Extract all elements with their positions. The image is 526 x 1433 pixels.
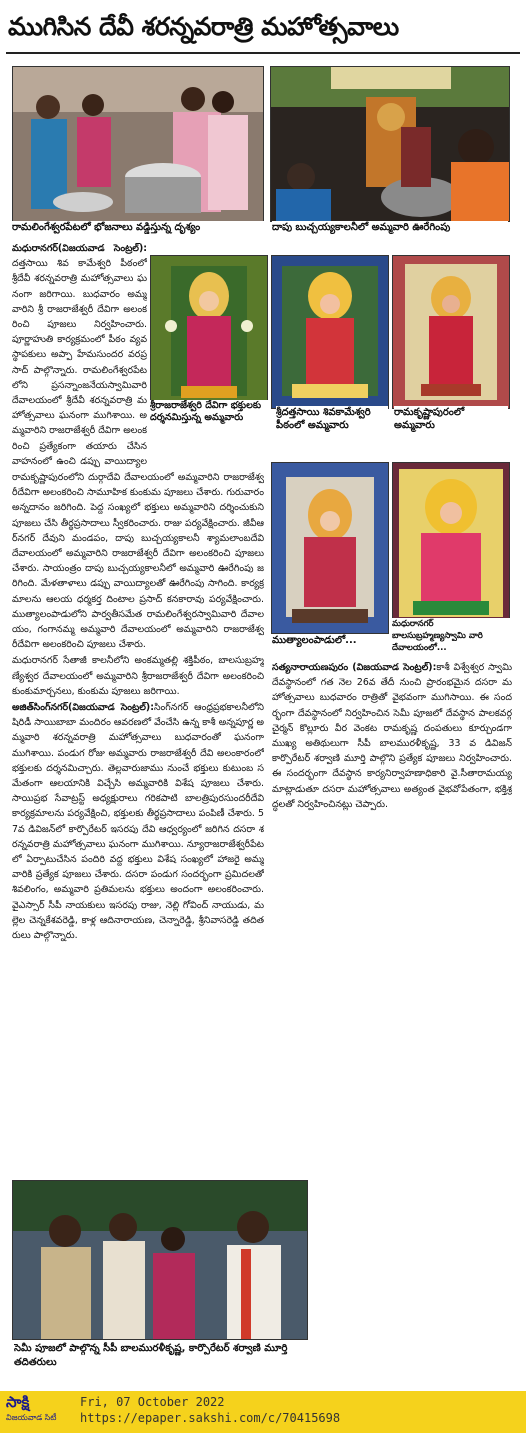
article-para1-lead: మధురానగర్(విజయవాడ సెంట్రల్): [12,243,147,254]
photo-rajarajeswari-caption: శ్రీరాజరాజేశ్వరి దేవిగా భక్తులకు దర్శనమిస్తున్న అమ్మవారు [150,400,268,424]
photo-dattasai-peetham-caption: శ్రీదత్తసాయి శివకామేశ్వరి పీఠంలో అమ్మవారు [276,406,388,432]
photo-dattasai-peetham [271,255,389,409]
article-para3: మధురానగర్ సేతాజీ కాలనీలోని అంకమ్మతల్లి శక్తిపీఠం, బాలసుబ్రహ్మణ్యేశ్వర దేవాలయంలో అమ్మవారిని శ్రీరాజరాజేశ్వరీ దేవిగా అలంకరించి కుంకుమార్చనలు, కుంకుమ పూజలు జరిగాయి. [12,655,264,697]
article-para4: సింగ్‌నగర్ ఆంధ్రప్రభకాలనీలోని షిరిడీ సాయిబాబా మందిరం ఆవరణలో వేంచేసి ఉన్న కాశీ అన్నపూర్ణ అమ్మవారి శరన్నవరాత్రి మహోత్సవాలు బుధవారంతో ఘనంగా ముగిశాయి. పండుగ రోజు అమ్మవారు రాజరాజేశ్వరీ దేవి అలంకారంలో భక్తులకు దర్శనమిచ్చారు. తెల్లవారుజాము నుంచే భక్తులు కుటుంబ సమేతంగా ఆలయానికి విచ్చేసి అమ్మవారికి విశేష పూజలు చేశారు. సాయిప్రభ సేవాట్రస్ట్ అధ్యక్షురాలు గరికపాటి బాలత్రిపురసుందరీదేవి కార్యక్రమాలను పర్యవేక్షించి, భక్తులకు తీర్థప్రసాదాలు పంపిణీ చేశారు. 57వ డివిజన్‌లో కార్పొరేటర్ ఇసరపు దేవి ఆధ్వర్యంలో జరిగిన దసరా శరన్నవరాత్రి మహోత్సవాలు ఘనంగా ముగిశాయి. న్యూరాజరాజేశ్వరీపేటలో ఏర్పాటుచేసిన పందిరి వద్ద భక్తులు విశేష సంఖ్యలో హాజరై అమ్మవారికి ప్రత్యేక పూజలు చేశారు. దసరా పండుగ సందర్భంగా ప్రమిదలతో శివలింగం, అమ్మవారి ప్రతిమలను భక్తులు అందంగా అలంకరించారు. వైఎస్సార్ సీపీ నాయకులు ఇసరపు రాజు, నెల్లి గోవింద్ నాయుడు, మల్లెల చెన్నకేశవరెడ్డి, కాళ్ల ఆదినారాయణ, చెన్నారెడ్డి, శ్రీనివాసరెడ్డి తదితరులు పాల్గొన్నారు. [12,702,264,942]
article-para5: కాశీ విశ్వేశ్వర స్వామి దేవస్థానంలో గత నెల 26వ తేదీ నుంచి ప్రారంభమైన దసరా మహోత్సవాలు బుధవారం రాత్రితో వైభవంగా ముగిసాయి. ఈ సందర్భంగా దేవస్థానంలో నిర్వహించిన సెమీ పూజలో దేవస్థాన పాలకవర్గ చైర్మన్ కొల్లూరు వీర వెంకట రామకృష్ణ దంపతులు కూర్చుండగా ముఖ్య అతిథులుగా సీపీ బాలమురళీకృష్ణ, 33 వ డివిజన్ కార్పొరేటర్ శర్వాణి మూర్తి పాల్గొని ప్రత్యేక పూజలు నిర్వహించారు. ఈ సందర్భంగా దేవస్థాన కార్యనిర్వాహణాధికారి వై.సీతారామయ్య మాట్లాడుతూ దసరా మహోత్సవాలు అత్యంత వైభవోపేతంగా, భక్తిశ్రద్ధలతో నిర్వహించినట్లు చెప్పారు. [272,662,512,810]
photo-mutyalampadu-image [272,463,388,633]
photo-madhuranagar-temple [392,462,510,624]
article-left-column [12,241,147,469]
page-headline: ముగిసిన దేవీ శరన్నవరాత్రి మహోత్సవాలు [8,12,399,41]
photo-rajarajeswari-image [151,256,267,408]
article-left-body [12,470,264,1155]
photo-rajarajeswari [150,255,268,409]
photo-mutyalampadu-caption: ముత్యాలంపాడులో... [272,634,388,647]
photo-madhuranagar-temple-caption: మధురానగర్ బాలసుబ్రహ్మణ్యస్వామి వారి దేవాలయంలో... [392,618,510,654]
sakshi-logo: సాక్షి [6,1393,30,1411]
photo-procession-image [271,67,509,221]
photo-food-serving-image [13,67,263,221]
footer-url-link[interactable]: https://epaper.sakshi.com/c/70415698 [80,1411,341,1425]
photo-procession-caption: దాపు బుచ్చయ్యకాలనీలో అమ్మవారి ఊరేగింపు [272,221,508,234]
article-para4-lead: అజిత్‌సింగ్‌నగర్(విజయవాడ సెంట్రల్): [12,702,154,714]
photo-semi-puja [12,1180,308,1340]
photo-procession [270,66,510,222]
sakshi-logo-edition: విజయవాడ సిటీ [6,1413,57,1422]
photo-ramakrishnapuram-image [393,256,509,408]
photo-dattasai-peetham-image [272,256,388,408]
article-para1: దత్తసాయి శివ కామేశ్వరి పీఠంలో శ్రీదేవీ శరన్నవరాత్రి మహోత్సవాలు ఘనంగా జరిగాయి. బుధవారం అమ్మవారిని శ్రీ రాజరాజేశ్వరీ దేవిగా అలంకరించి పూజలు నిర్వహించారు. పూర్ణాహుతి కార్యక్రమంలో పీఠం వ్యవస్థాపకులు అప్పా హేమసుందర వరప్రసాద్ పాల్గొన్నారు. రామలింగేశ్వరపేటలోని ప్రసన్నాంజనేయస్వామివారి దేవాలయంలో శ్రీదేవీ శరన్నవరాత్రి మహోత్సవాలు ఘనంగా ముగిశాయి. అమ్మవారిని రాజరాజేశ్వరీ దేవిగా అలంకరించి ప్రత్యేకంగా తయారు చేసిన వాహనంలో ఉంచి డప్పు వాయిద్యాల [12,258,147,467]
article-right-column [272,660,512,1270]
photo-semi-puja-image [13,1181,307,1339]
photo-mutyalampadu [271,462,389,634]
photo-ramakrishnapuram-caption: రామకృష్ణాపురంలో అమ్మవారు [394,406,508,432]
article-para2: రామకృష్ణాపురంలోని దుర్గాదేవి దేవాలయంలో అమ్మవారిని రాజరాజేశ్వరీదేవిగా అలంకరించి సామూహిక కుంకుమ పూజలు చేశారు. గురువారం అన్నదానం జరిగింది. పెద్ద సంఖ్యలో భక్తులు అమ్మవారిని దర్శించుకుని పూజలు చేసి తీర్థప్రసాదాలు స్వీకరించారు. రాజు పర్యవేక్షించారు. జీవీఆర్‌నగర్ దేవుని మండపం, దాపు బుచ్చయ్యకాలనీ శ్యామలాంబదేవి దేవాలయంలో అమ్మవారిని రాజరాజేశ్వరీ దేవిగా అలంకరించి పూజలు చేశారు. సాయంత్రం దాపు బుచ్చయ్యకాలనీలో అమ్మవారి ఊరేగింపు జరిగింది. మేళతాళాలు డప్పు వాయిద్యాలతో ఊరేగింపు సాగింది. కార్యక్రమాలను ఆలయ ధర్మకర్త దింటాల ప్రసాద్ కనకారావు పర్యవేక్షించారు. ముత్యాలంపాడులోని పార్వతీసమేత రామలింగేశ్వరస్వామివారి దేవాలయం, గంగానమ్మ అమ్మవారి దేవాలయంలో అమ్మవారిని రాజరాజేశ్వరీదేవిగా అలంకరించి పూజలు చేశారు. [12,472,264,651]
photo-food-serving-caption: రామలింగేశ్వరపేటలో భోజనాలు వడ్డిస్తున్న దృశ్యం [12,221,264,234]
photo-food-serving [12,66,264,222]
photo-ramakrishnapuram [392,255,510,409]
footer-date: Fri, 07 October 2022 [80,1395,225,1409]
headline-rule [6,52,520,54]
photo-semi-puja-caption: సెమీ పూజలో పాల్గొన్న సీపీ బాలమురళీకృష్ణ, కార్పొరేటర్ శర్వాణి మూర్తి తదితరులు [14,1342,314,1370]
article-para5-lead: సత్యనారాయణపురం (విజయవాడ సెంట్రల్): [272,662,437,673]
photo-madhuranagar-temple-image [393,463,509,623]
